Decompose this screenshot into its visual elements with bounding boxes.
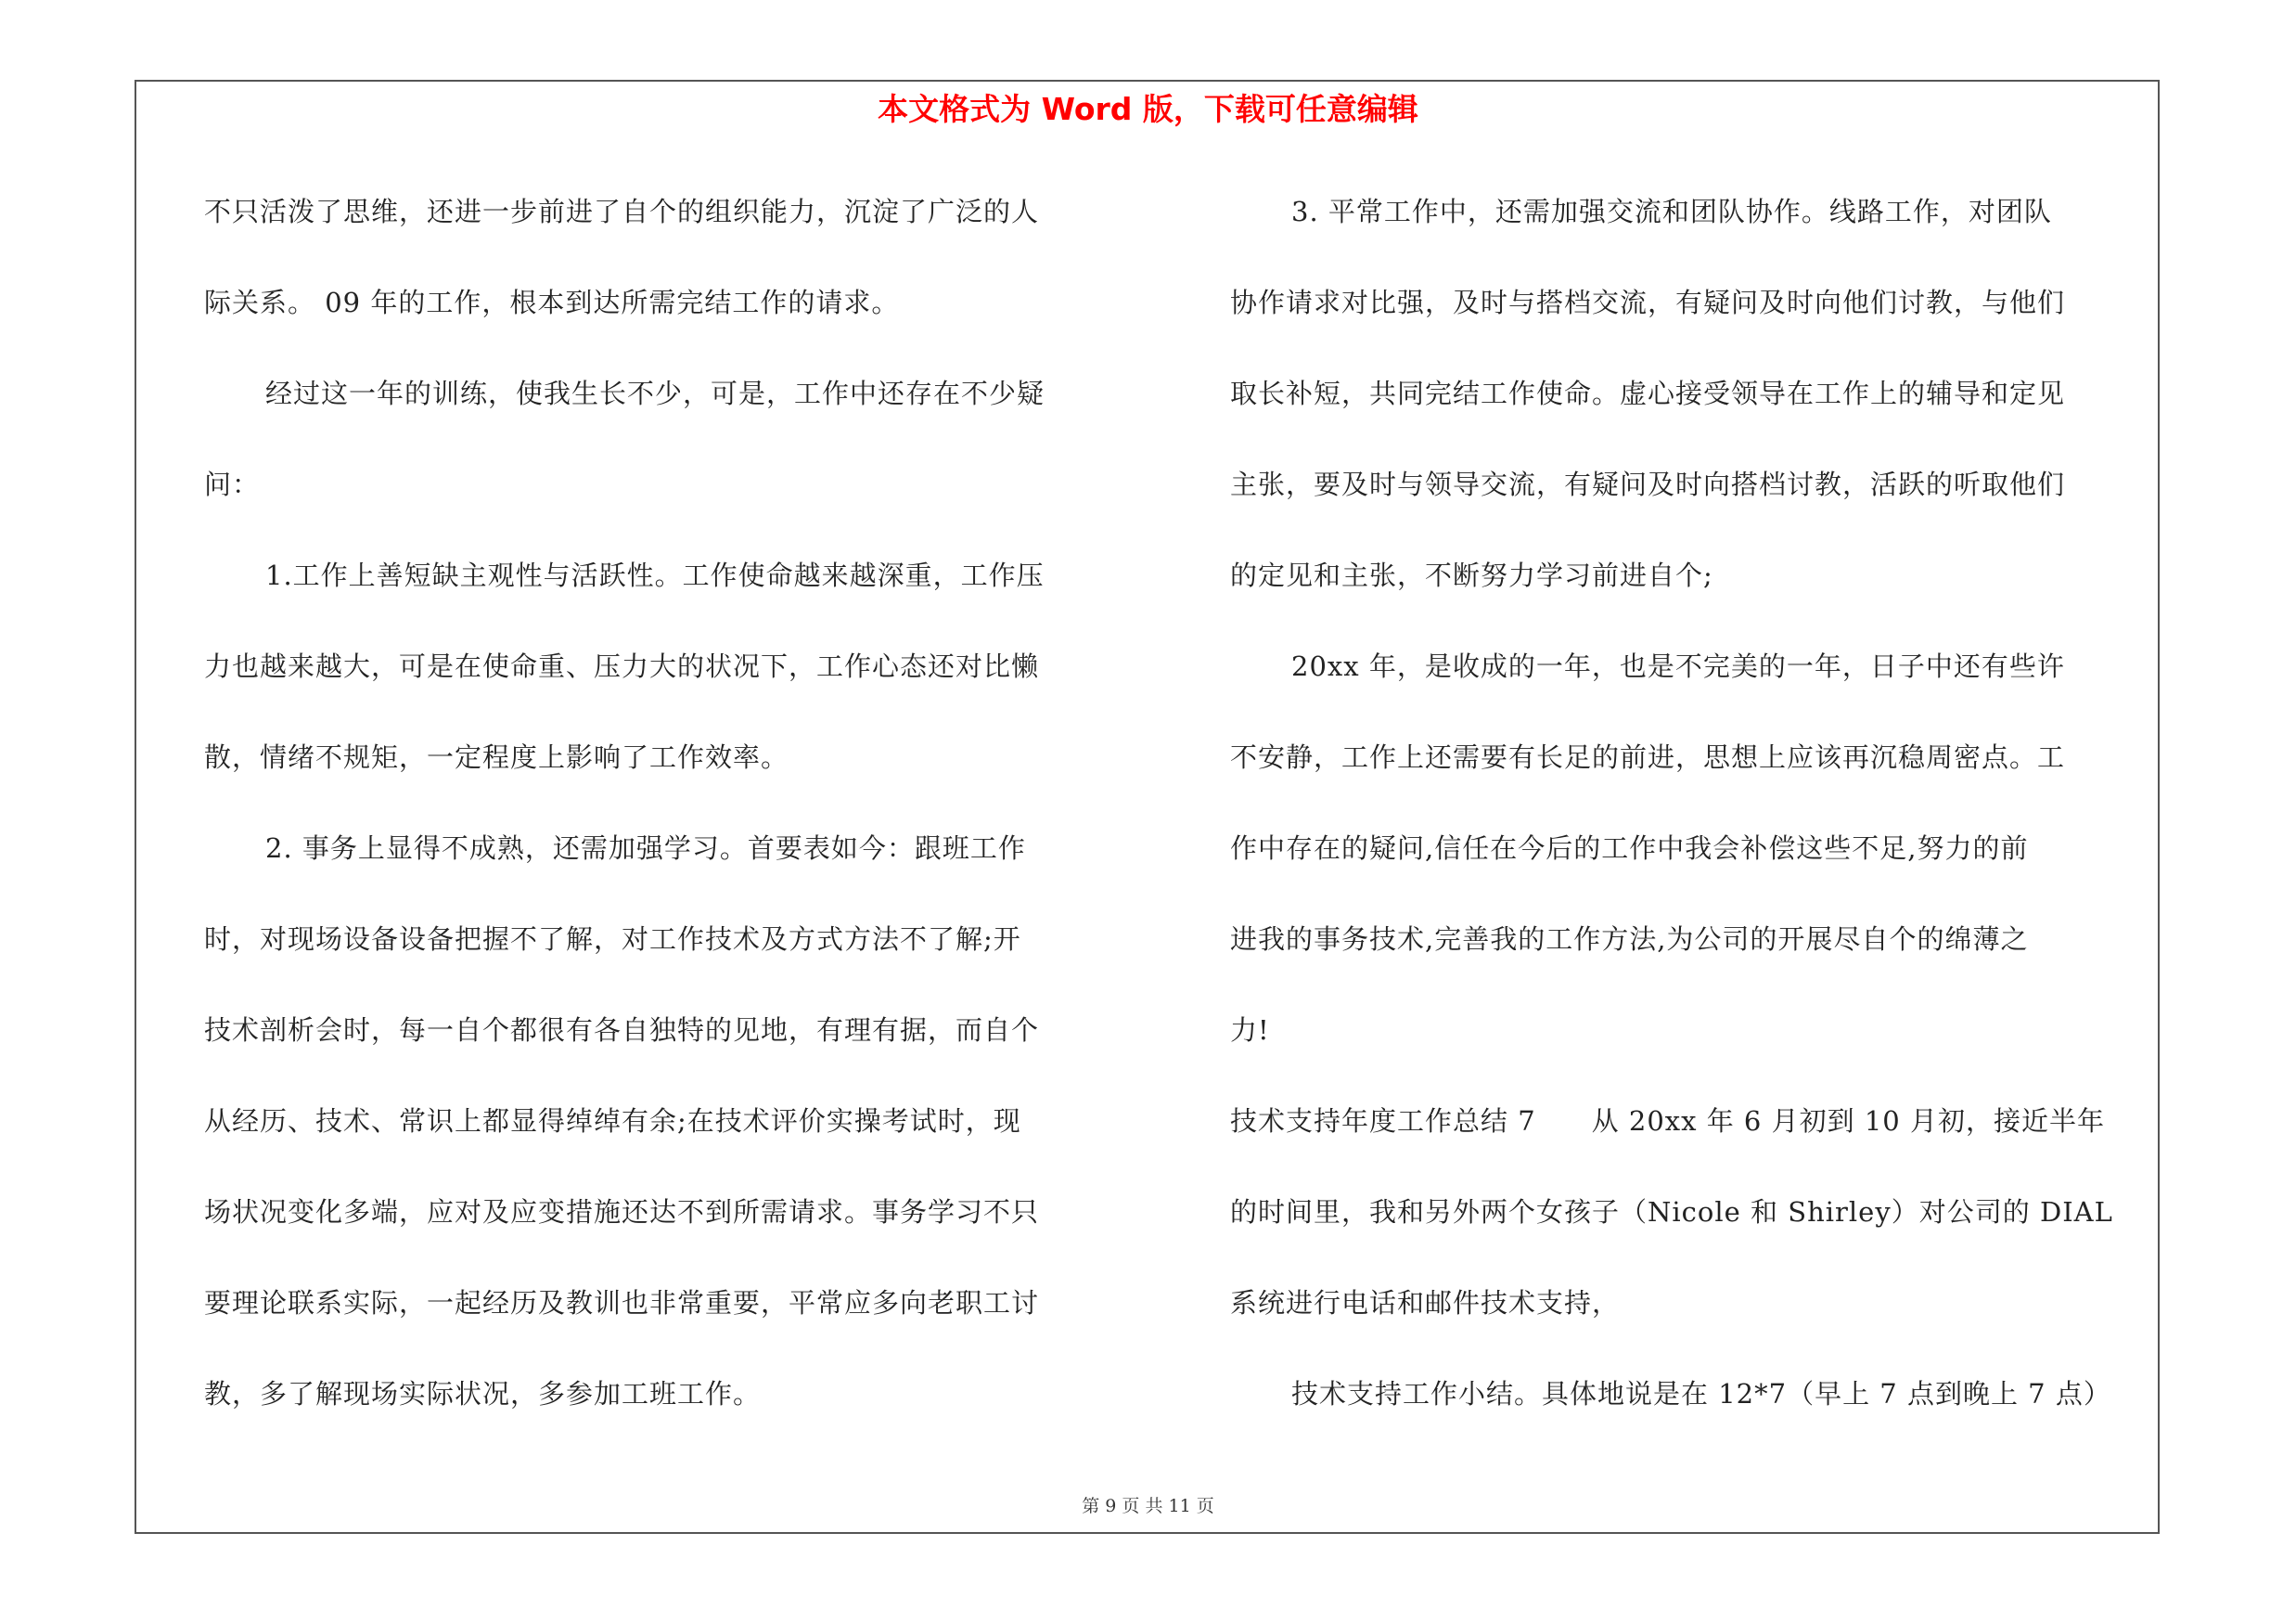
right-line-5: 的定见和主张，不断努力学习前进自个; bbox=[1230, 560, 1713, 591]
left-line-9: 时，对现场设备设备把握不了解，对工作技术及方式方法不了解;开 bbox=[204, 923, 1021, 955]
right-line-8: 作中存在的疑问,信任在今后的工作中我会补偿这些不足,努力的前 bbox=[1230, 832, 2029, 864]
left-line-11: 从经历、技术、常识上都显得绰绰有余;在技术评价实操考试时，现 bbox=[204, 1105, 1021, 1137]
left-line-3: 经过这一年的训练，使我生长不少，可是，工作中还存在不少疑 bbox=[265, 378, 1045, 409]
left-line-2: 际关系。 09 年的工作，根本到达所需完结工作的请求。 bbox=[204, 287, 900, 318]
left-line-4: 问： bbox=[204, 469, 261, 500]
right-line-11: 技术支持年度工作总结 7 从 20xx 年 6 月初到 10 月初，接近半年 bbox=[1230, 1105, 2105, 1137]
right-line-12: 的时间里，我和另外两个女孩子（Nicole 和 Shirley）对公司的 DIAL bbox=[1230, 1196, 2113, 1228]
left-line-13: 要理论联系实际，一起经历及教训也非常重要，平常应多向老职工讨 bbox=[204, 1287, 1040, 1319]
right-line-4: 主张，要及时与领导交流，有疑问及时向搭档讨教，活跃的听取他们 bbox=[1230, 469, 2066, 500]
right-line-3: 取长补短，共同完结工作使命。虚心接受领导在工作上的辅导和定见 bbox=[1230, 378, 2066, 409]
right-column bbox=[1230, 184, 2169, 1457]
page-number: 第 9 页 共 11 页 bbox=[1082, 1496, 1214, 1516]
left-line-7: 散，情绪不规矩，一定程度上影响了工作效率。 bbox=[204, 741, 789, 773]
header-title: 本文格式为 Word 版，下载可任意编辑 bbox=[878, 91, 1418, 127]
right-line-14: 技术支持工作小结。具体地说是在 12*7（早上 7 点到晚上 7 点） bbox=[1291, 1378, 2111, 1410]
left-line-8: 2. 事务上显得不成熟，还需加强学习。首要表如今：跟班工作 bbox=[265, 832, 1026, 864]
right-line-9: 进我的事务技术,完善我的工作方法,为公司的开展尽自个的绵薄之 bbox=[1230, 923, 2029, 955]
right-line-7: 不安静，工作上还需要有长足的前进，思想上应该再沉稳周密点。工 bbox=[1230, 741, 2066, 773]
left-column bbox=[204, 184, 1143, 1457]
left-line-6: 力也越来越大，可是在使命重、压力大的状况下，工作心态还对比懒 bbox=[204, 650, 1040, 682]
left-line-5: 1.工作上善短缺主观性与活跃性。工作使命越来越深重，工作压 bbox=[265, 560, 1045, 591]
left-line-1: 不只活泼了思维，还进一步前进了自个的组织能力，沉淀了广泛的人 bbox=[204, 196, 1040, 227]
right-line-13: 系统进行电话和邮件技术支持， bbox=[1230, 1287, 1621, 1319]
left-line-12: 场状况变化多端，应对及应变措施还达不到所需请求。事务学习不只 bbox=[204, 1196, 1040, 1228]
right-line-10: 力! bbox=[1230, 1014, 1270, 1046]
left-line-14: 教，多了解现场实际状况，多参加工班工作。 bbox=[204, 1378, 762, 1410]
right-line-1: 3. 平常工作中，还需加强交流和团队协作。线路工作，对团队 bbox=[1291, 196, 2052, 227]
left-line-10: 技术剖析会时，每一自个都很有各自独特的见地，有理有据，而自个 bbox=[204, 1014, 1040, 1046]
right-line-6: 20xx 年，是收成的一年，也是不完美的一年，日子中还有些许 bbox=[1291, 650, 2065, 682]
right-line-2: 协作请求对比强，及时与搭档交流，有疑问及时向他们讨教，与他们 bbox=[1230, 287, 2066, 318]
